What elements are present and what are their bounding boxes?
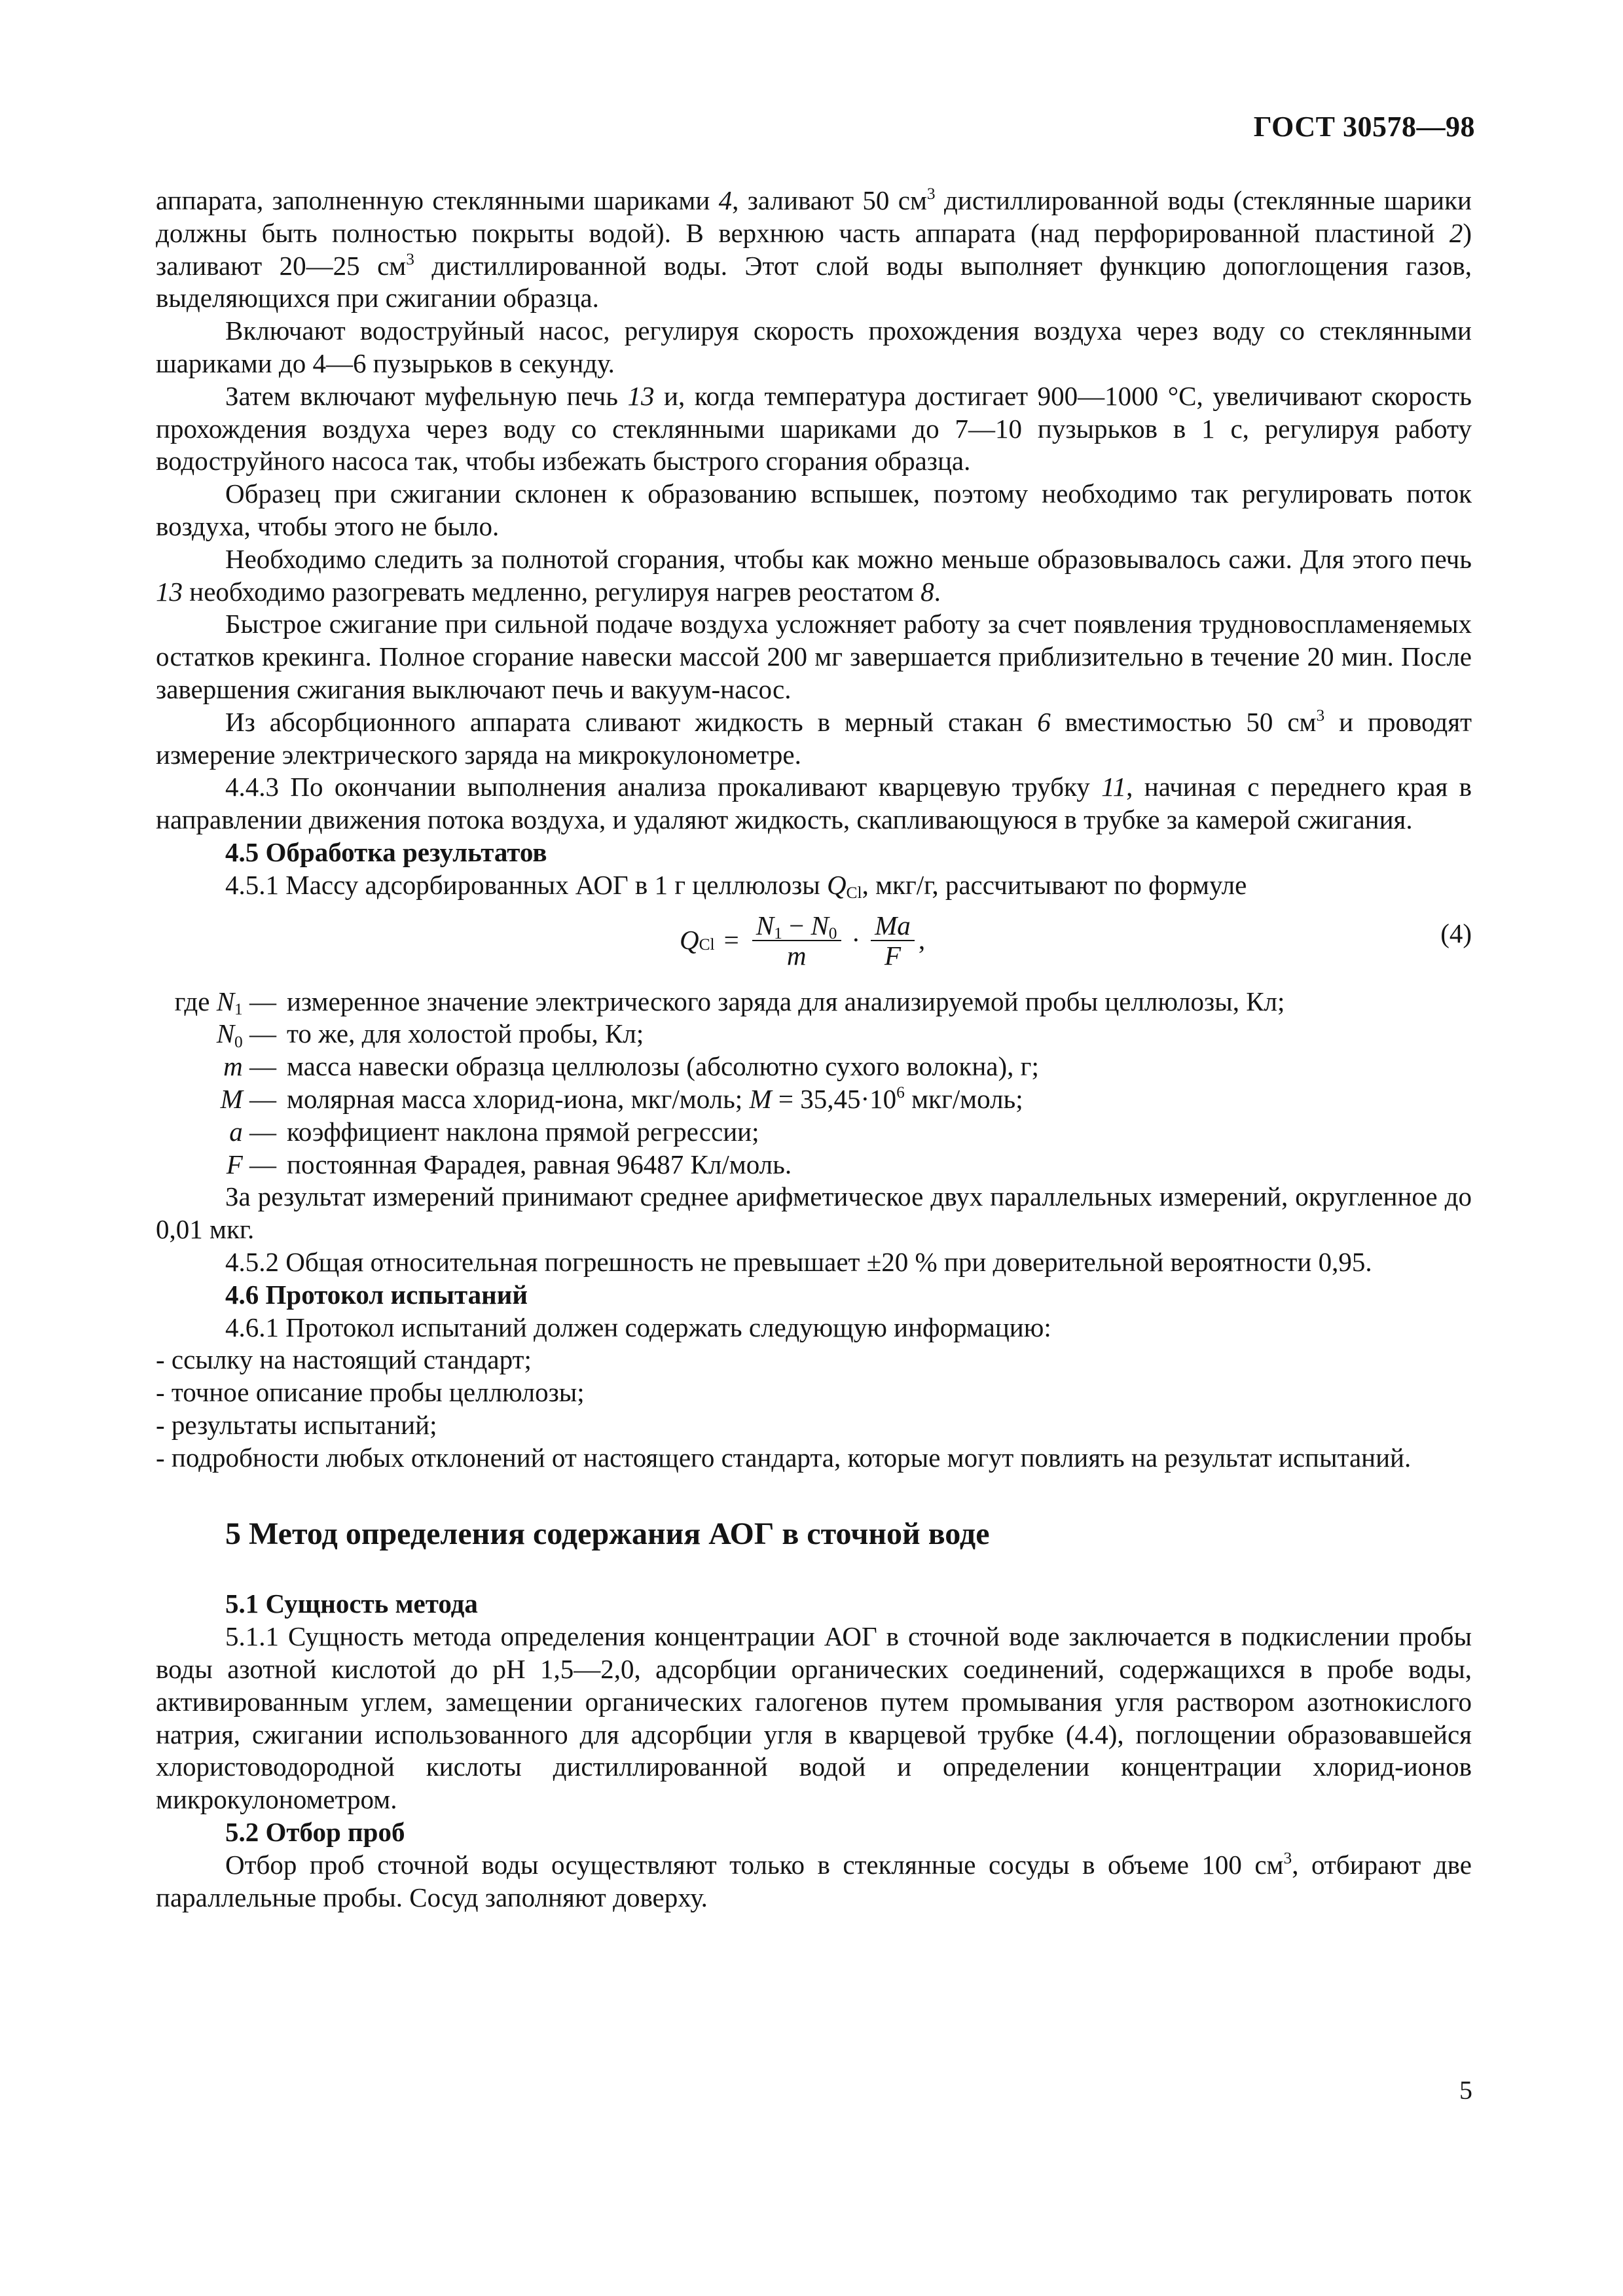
math-symbol: F (884, 940, 901, 971)
dash: — (249, 986, 276, 1016)
definition-symbol (156, 1116, 287, 1149)
math-symbol: m (223, 1051, 243, 1082)
text-run: , отбирают две параллельные пробы. Сосуд заполняют доверху. (156, 1849, 1472, 1912)
text-run: , начиная с переднего края в направлении движения потока воздуха, и удаляют жидкость, скапливающуюся в трубке за камерой сжигания. (156, 772, 1472, 835)
subsection-heading: 4.6 Протокол испытаний (225, 1279, 528, 1310)
numerator (752, 911, 841, 941)
paragraph (156, 543, 1472, 609)
text-run: 4.5.1 Массу адсорбированных АОГ в 1 г целлюлозы (225, 869, 827, 900)
ref-number: 2 (1449, 217, 1463, 248)
text-run: вместимостью 50 см (1050, 706, 1317, 737)
text-run: Из абсорбционного аппарата сливают жидкость в мерный стакан (225, 706, 1038, 737)
definition-row (156, 986, 1472, 1018)
text-run: и проводят измерение электрического заряда на микрокулонометре. (156, 706, 1472, 770)
subsection-heading: 4.5 Обработка результатов (225, 836, 547, 867)
paragraph: Быстрое сжигание при сильной подаче воздуха усложняет работу за счет появления трудновоспламеняемых остатков крекинга. Полное сгорание навески массой 200 мг завершается приблизительно в течение 20 мин. После завершения сжигания выключают печь и вакуум-насос. (156, 609, 1472, 704)
text-run: 4.4.3 По окончании выполнения анализа прокаливают кварцевую трубку (225, 772, 1102, 802)
ref-number: 6 (1037, 706, 1051, 737)
list-item: - результаты испытаний; (156, 1409, 437, 1440)
paragraph (156, 185, 1472, 315)
definition-text (287, 1083, 1472, 1116)
denominator (783, 941, 811, 970)
text-run: молярная масса хлорид-иона, мкг/моль; (287, 1083, 750, 1114)
minus-sign: − (782, 910, 811, 941)
math-symbol: a (229, 1116, 243, 1147)
dash: — (249, 1149, 276, 1179)
math-symbol: N (811, 910, 829, 941)
text-run: мкг/моль; (904, 1083, 1023, 1114)
subscript: 1 (774, 924, 782, 942)
paragraph: 4.6.1 Протокол испытаний должен содержать следующую информацию: (225, 1312, 1051, 1342)
math-symbol: N (216, 1018, 235, 1049)
subsection-heading: 5.1 Сущность метода (225, 1588, 478, 1619)
subscript: 1 (234, 999, 243, 1018)
denominator (881, 941, 905, 970)
ref-number: 4 (718, 185, 733, 215)
text-run: . (934, 576, 941, 607)
math-symbol: N (756, 910, 775, 941)
page-number: 5 (1459, 2075, 1472, 2105)
ref-number: 13 (156, 576, 183, 607)
text-run: Необходимо следить за полнотой сгорания, чтобы как можно меньше образовывалось сажи. Для этого печь (225, 543, 1472, 574)
text-run: Отбор проб сточной воды осуществляют только в стеклянные сосуды в объеме 100 см (225, 1849, 1284, 1880)
text-run: аппарата, заполненную стеклянными шариками (156, 185, 719, 215)
text-run: дистиллированной воды. Этот слой воды выполняет функцию допоглощения газов, выделяющихся при сжигании образца. (156, 250, 1472, 314)
paragraph: 5.1.1 Сущность метода определения концентрации АОГ в сточной воде заключается в подкислении пробы воды азотной кислотой до pH 1,5—2,0, адсорбции органических соединений, содержащихся в пробе воды, активированным углем, замещении органических галогенов путем промывания угля раствором азотнокислого натрия, сжигании использованного для адсорбции угля в кварцевой трубке (4.4), поглощении образовавшейся хлористоводородной кислоты дистиллированной водой и определении концентрации хлорид-ионов микрокулонометром. (156, 1621, 1472, 1815)
definition-text: коэффициент наклона прямой регрессии; (287, 1116, 759, 1147)
definition-row (156, 1116, 1472, 1149)
dash: — (249, 1051, 276, 1082)
superscript: 6 (896, 1083, 905, 1102)
section-heading: 5 Метод определения содержания АОГ в сточной воде (225, 1516, 990, 1552)
paragraph (156, 380, 1472, 478)
ref-number: 11 (1101, 772, 1127, 802)
superscript: 3 (406, 249, 414, 268)
paragraph: Включают водоструйный насос, регулируя скорость прохождения воздуха через воду со стеклянными шариками до 4—6 пузырьков в секунду. (156, 315, 1472, 378)
text-run: , заливают 50 см (732, 185, 927, 215)
subscript: Cl (846, 884, 862, 903)
math-symbol: Q (826, 869, 847, 900)
paragraph: За результат измерений принимают среднее арифметическое двух параллельных измерений, округленное до 0,01 мкг. (156, 1181, 1472, 1245)
superscript: 3 (926, 185, 936, 204)
math-symbol: N (216, 986, 235, 1016)
dash: — (249, 1083, 276, 1114)
formula: Q $_{Cl}$ = $\frac{N_1 - N_0}{m}$ · $\frac{Ma}{F}$ , (680, 910, 926, 971)
math-symbol: m (786, 940, 807, 971)
math-symbol: Ma (875, 910, 911, 941)
math-symbol: F (226, 1149, 243, 1179)
text-run: необходимо разогревать медленно, регулируя нагрев реостатом (183, 576, 921, 607)
numerator (871, 911, 915, 941)
math-symbol: M (749, 1083, 772, 1114)
list-item: - точное описание пробы целлюлозы; (156, 1377, 585, 1408)
definition-row (156, 1149, 1472, 1181)
subsection-heading: 5.2 Отбор проб (225, 1817, 405, 1848)
definition-symbol (156, 1050, 287, 1083)
text-run: и, когда температура достигает 900—1000 °С, увеличивают скорость прохождения воздуха через воду со стеклянными шариками до 7—10 пузырьков в 1 с, регулируя работу водоструйного насоса так, чтобы избежать быстрого сгорания образца. (156, 380, 1472, 476)
paragraph (156, 869, 1472, 902)
variable-definitions (156, 986, 1472, 1181)
paragraph (156, 1849, 1472, 1914)
paragraph: 4.5.2 Общая относительная погрешность не превышает ±20 % при доверительной вероятности 0,95. (225, 1246, 1372, 1277)
superscript: 3 (1316, 706, 1325, 725)
text-run: ) заливают 20—25 см (156, 217, 1472, 281)
fraction (752, 911, 841, 970)
definition-symbol (156, 986, 287, 1018)
equals-sign: = (723, 924, 739, 955)
superscript: 3 (1283, 1849, 1292, 1868)
formula-block (156, 908, 1472, 980)
where-label: где (174, 986, 210, 1016)
document-body (156, 185, 1472, 1914)
text-run: дистиллированной воды (стеклянные шарики должны быть полностью покрыты водой). В верхнюю часть аппарата (над перфорированной пластиной (156, 185, 1472, 248)
document-header: ГОСТ 30578—98 (1253, 111, 1475, 143)
math-symbol: M (220, 1083, 243, 1114)
definition-text: масса навески образца целлюлозы (абсолютно сухого волокна), г; (287, 1051, 1039, 1082)
formula-lhs: Q (680, 924, 699, 955)
fraction (871, 911, 915, 970)
multiply-dot: · (851, 924, 861, 955)
equation-number: (4) (1440, 918, 1472, 948)
definition-symbol (156, 1083, 287, 1116)
text-run: = 35,45·10 (771, 1083, 897, 1114)
list-item: - ссылку на настоящий стандарт; (156, 1344, 532, 1375)
list-item: - подробности любых отклонений от настоящего стандарта, которые могут повлиять на результат испытаний. (156, 1442, 1412, 1473)
ref-number: 13 (627, 380, 655, 411)
dash: — (249, 1018, 276, 1049)
ref-number: 8 (921, 576, 934, 607)
definition-row (156, 1018, 1472, 1050)
definition-text: измеренное значение электрического заряда для анализируемой пробы целлюлозы, Кл; (287, 986, 1285, 1016)
definition-symbol (156, 1018, 287, 1050)
paragraph: Образец при сжигании склонен к образованию вспышек, поэтому необходимо так регулировать поток воздуха, чтобы этого не было. (156, 478, 1472, 541)
definition-text: то же, для холостой пробы, Кл; (287, 1018, 644, 1049)
subscript: 0 (828, 924, 837, 942)
paragraph (156, 771, 1472, 836)
comma: , (918, 924, 926, 955)
definition-row (156, 1083, 1472, 1116)
subscript: 0 (234, 1032, 243, 1051)
dash: — (249, 1116, 276, 1147)
definition-text: постоянная Фарадея, равная 96487 Кл/моль. (287, 1149, 792, 1179)
text-run: , мкг/г, рассчитывают по формуле (862, 869, 1247, 900)
paragraph (156, 706, 1472, 772)
definition-row (156, 1050, 1472, 1083)
text-run: Затем включают муфельную печь (225, 380, 628, 411)
definition-symbol (156, 1149, 287, 1181)
